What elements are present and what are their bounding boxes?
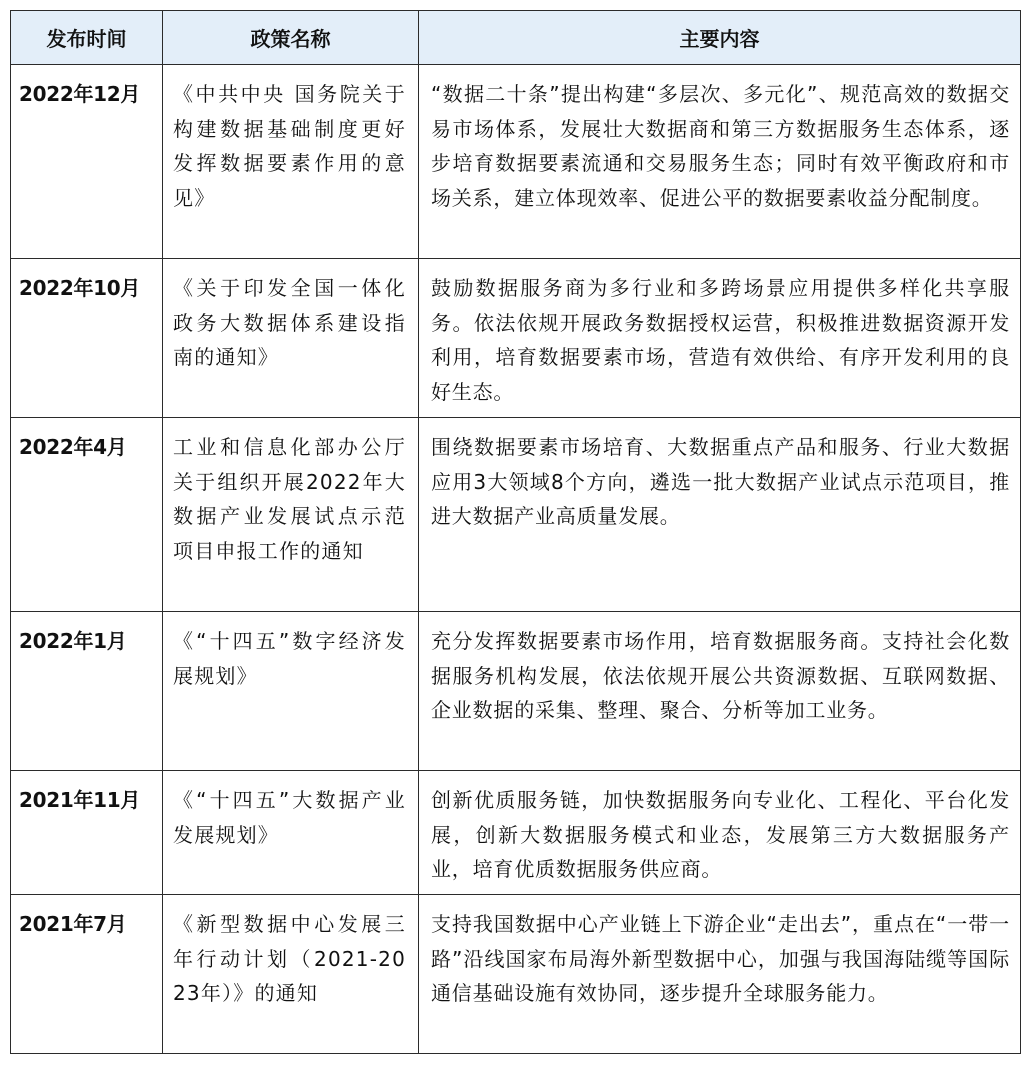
table-row [11, 612, 1021, 771]
main-content-cell: 创新优质服务链，加快数据服务向专业化、工程化、平台化发展，创新大数据服务模式和业态，发展第三方大数据服务产业，培育优质数据服务供应商。 [419, 771, 1021, 895]
table-row [11, 259, 1021, 418]
policy-name-cell: 《新型数据中心发展三年行动计划（2021-2023年）》的通知 [163, 895, 419, 1054]
release-date-cell: 2021年7月 [11, 895, 163, 1054]
release-date-cell: 2022年1月 [11, 612, 163, 771]
header-main-content: 主要内容 [419, 11, 1021, 65]
main-content-cell: 充分发挥数据要素市场作用，培育数据服务商。支持社会化数据服务机构发展，依法依规开展公共资源数据、互联网数据、企业数据的采集、整理、聚合、分析等加工业务。 [419, 612, 1021, 771]
release-date-cell: 2022年12月 [11, 65, 163, 259]
policy-name-cell: 工业和信息化部办公厅关于组织开展2022年大数据产业发展试点示范项目申报工作的通知 [163, 418, 419, 612]
policy-name-cell: 《关于印发全国一体化政务大数据体系建设指南的通知》 [163, 259, 419, 418]
policy-name-cell: 《中共中央 国务院关于构建数据基础制度更好发挥数据要素作用的意见》 [163, 65, 419, 259]
table-row [11, 65, 1021, 259]
table-header [11, 11, 1021, 65]
release-date-cell: 2021年11月 [11, 771, 163, 895]
table-body [11, 65, 1021, 1054]
policy-name-cell: 《“十四五”数字经济发展规划》 [163, 612, 419, 771]
main-content-cell: 鼓励数据服务商为多行业和多跨场景应用提供多样化共享服务。依法依规开展政务数据授权运营，积极推进数据资源开发利用，培育数据要素市场，营造有效供给、有序开发利用的良好生态。 [419, 259, 1021, 418]
main-content-cell: “数据二十条”提出构建“多层次、多元化”、规范高效的数据交易市场体系，发展壮大数据商和第三方数据服务生态体系，逐步培育数据要素流通和交易服务生态；同时有效平衡政府和市场关系，建立体现效率、促进公平的数据要素收益分配制度。 [419, 65, 1021, 259]
policy-name-cell: 《“十四五”大数据产业发展规划》 [163, 771, 419, 895]
header-row [11, 11, 1021, 65]
release-date-cell: 2022年10月 [11, 259, 163, 418]
table-row [11, 895, 1021, 1054]
main-content-cell: 支持我国数据中心产业链上下游企业“走出去”，重点在“一带一路”沿线国家布局海外新型数据中心，加强与我国海陆缆等国际通信基础设施有效协同，逐步提升全球服务能力。 [419, 895, 1021, 1054]
header-release-date: 发布时间 [11, 11, 163, 65]
table-row [11, 771, 1021, 895]
release-date-cell: 2022年4月 [11, 418, 163, 612]
policy-table [10, 10, 1021, 1054]
header-policy-name: 政策名称 [163, 11, 419, 65]
table-row [11, 418, 1021, 612]
main-content-cell: 围绕数据要素市场培育、大数据重点产品和服务、行业大数据应用3大领域8个方向，遴选一批大数据产业试点示范项目，推进大数据产业高质量发展。 [419, 418, 1021, 612]
